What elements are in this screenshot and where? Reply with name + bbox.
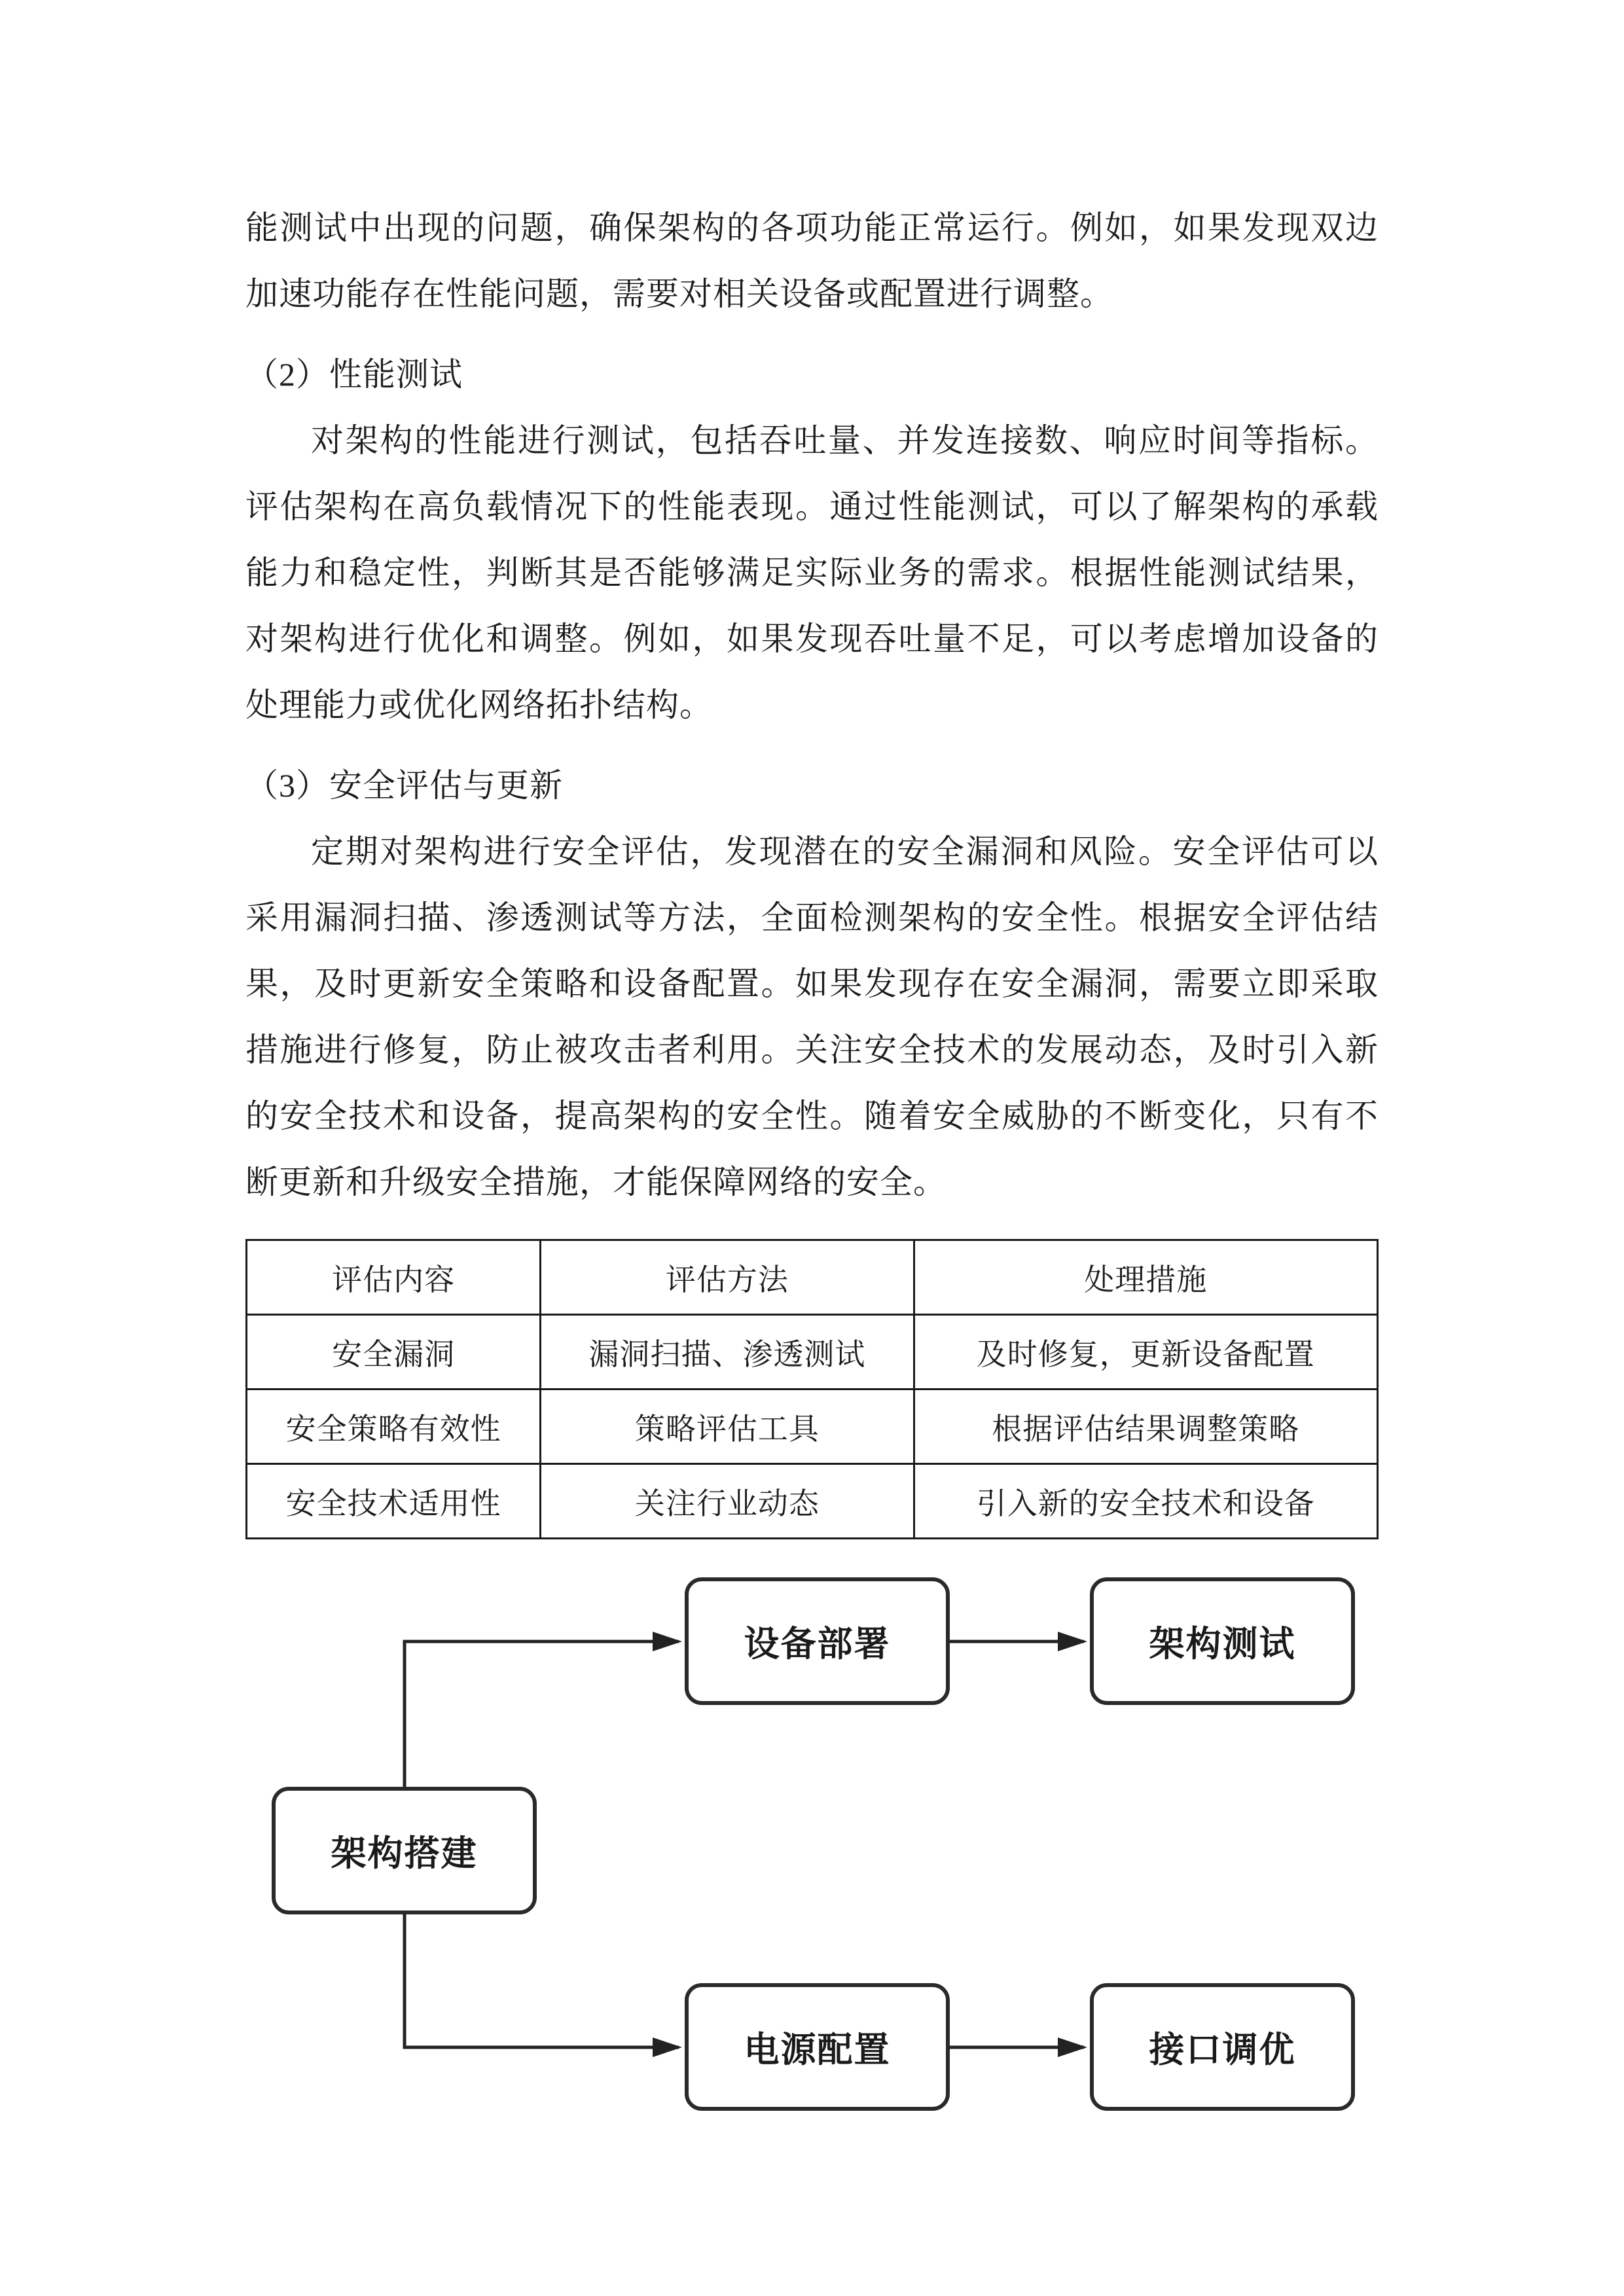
flowchart-node-device-deployment [685,1577,950,1705]
flowchart-node-interface-tuning [1090,1983,1355,2111]
table-cell: 引入新的安全技术和设备 [914,1464,1378,1539]
table-cell: 安全策略有效性 [247,1390,541,1464]
heading-performance-test: （2）性能测试 [245,356,463,393]
flowchart-node-label: 电源配置 [744,2030,891,2070]
flowchart-node-label: 设备部署 [744,1624,891,1664]
table-row [247,1464,1378,1539]
assessment-table [245,1239,1379,1539]
table-cell: 关注行业动态 [541,1464,914,1539]
paragraph-performance: 对架构的性能进行测试，包括吞吐量、并发连接数、响应时间等指标。评估架构在高负载情况下的性能表现。通过性能测试，可以了解架构的承载能力和稳定性，判断其是否能够满足实际业务的需求。根据性能测试结果，对架构进行优化和调整。例如，如果发现吞吐量不足，可以考虑增加设备的处理能力或优化网络拓扑结构。 [245,422,1379,723]
paragraph-security: 定期对架构进行安全评估，发现潜在的安全漏洞和风险。安全评估可以采用漏洞扫描、渗透测试等方法，全面检测架构的安全性。根据安全评估结果，及时更新安全策略和设备配置。如果发现存在安全漏洞，需要立即采取措施进行修复，防止被攻击者利用。关注安全技术的发展动态，及时引入新的安全技术和设备，提高架构的安全性。随着安全威胁的不断变化，只有不断更新和升级安全措施，才能保障网络的安全。 [245,833,1379,1200]
flowchart-node-architecture-build [272,1787,537,1914]
table-cell: 根据评估结果调整策略 [914,1390,1378,1464]
table-row [247,1315,1378,1390]
flowchart-node-power-config [685,1983,950,2111]
table-header-measure: 处理措施 [914,1240,1378,1315]
architecture-flowchart [245,1558,1379,2127]
table-cell: 安全漏洞 [247,1315,541,1390]
table-cell: 安全技术适用性 [247,1464,541,1539]
table-header-row [247,1240,1378,1315]
paragraph-continuation: 能测试中出现的问题，确保架构的各项功能正常运行。例如，如果发现双边加速功能存在性能问题，需要对相关设备或配置进行调整。 [245,209,1379,312]
flowchart-node-label: 架构测试 [1149,1624,1296,1664]
flowchart-node-architecture-test [1090,1577,1355,1705]
flowchart-node-label: 接口调优 [1149,2030,1296,2070]
table-header-content: 评估内容 [247,1240,541,1315]
flowchart-node-label: 架构搭建 [331,1834,478,1873]
table-header-method: 评估方法 [541,1240,914,1315]
table-row [247,1390,1378,1464]
table-cell: 漏洞扫描、渗透测试 [541,1315,914,1390]
table-cell: 及时修复，更新设备配置 [914,1315,1378,1390]
table-cell: 策略评估工具 [541,1390,914,1464]
connector-build-power [405,1914,679,2047]
heading-security-assessment: （3）安全评估与更新 [245,767,563,804]
connector-build-deploy [405,1641,679,1787]
